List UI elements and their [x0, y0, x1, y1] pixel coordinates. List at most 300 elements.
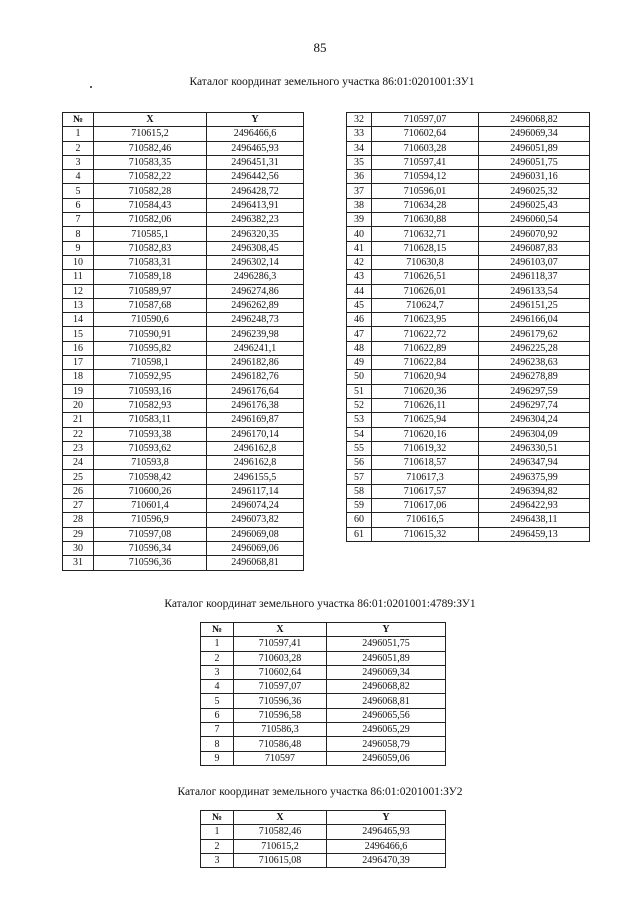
cell-x: 710620,36 [372, 384, 479, 398]
cell-x: 710622,84 [372, 356, 479, 370]
cell-x: 710586,48 [234, 737, 327, 751]
cell-y: 2496073,82 [207, 513, 304, 527]
cell-num: 10 [63, 255, 94, 269]
cell-x: 710589,97 [94, 284, 207, 298]
table-row [347, 284, 590, 298]
cell-num: 55 [347, 441, 372, 455]
header-num: № [63, 113, 94, 127]
cell-y: 2496162,8 [207, 456, 304, 470]
cell-num: 3 [201, 665, 234, 679]
cell-num: 24 [63, 456, 94, 470]
cell-num: 33 [347, 127, 372, 141]
table-row [63, 155, 304, 169]
cell-y: 2496262,89 [207, 298, 304, 312]
cell-num: 16 [63, 341, 94, 355]
cell-x: 710582,22 [94, 170, 207, 184]
cell-num: 38 [347, 198, 372, 212]
cell-y: 2496278,89 [479, 370, 590, 384]
cell-x: 710583,31 [94, 255, 207, 269]
table-row [63, 527, 304, 541]
table-row [347, 499, 590, 513]
cell-num: 58 [347, 484, 372, 498]
cell-y: 2496225,28 [479, 341, 590, 355]
cell-x: 710617,06 [372, 499, 479, 513]
cell-x: 710626,51 [372, 270, 479, 284]
cell-num: 13 [63, 298, 94, 312]
cell-num: 36 [347, 170, 372, 184]
cell-y: 2496118,37 [479, 270, 590, 284]
cell-num: 17 [63, 356, 94, 370]
header-num: № [201, 623, 234, 637]
cell-x: 710626,11 [372, 398, 479, 412]
cell-y: 2496025,43 [479, 198, 590, 212]
cell-x: 710597,41 [234, 637, 327, 651]
table-body [201, 825, 446, 868]
cell-num: 61 [347, 527, 372, 541]
cell-y: 2496241,1 [207, 341, 304, 355]
table-row [201, 853, 446, 867]
cell-y: 2496297,74 [479, 398, 590, 412]
table-row [63, 184, 304, 198]
cell-num: 23 [63, 441, 94, 455]
cell-x: 710585,1 [94, 227, 207, 241]
cell-x: 710626,01 [372, 284, 479, 298]
cell-num: 6 [201, 708, 234, 722]
table-row [201, 651, 446, 665]
cell-num: 43 [347, 270, 372, 284]
cell-y: 2496182,86 [207, 356, 304, 370]
cell-x: 710587,68 [94, 298, 207, 312]
table-row [63, 313, 304, 327]
cell-x: 710596,9 [94, 513, 207, 527]
cell-x: 710620,16 [372, 427, 479, 441]
table-row [347, 327, 590, 341]
header-y: Y [327, 811, 446, 825]
cell-x: 710600,26 [94, 484, 207, 498]
cell-y: 2496394,82 [479, 484, 590, 498]
cell-y: 2496442,56 [207, 170, 304, 184]
cell-num: 41 [347, 241, 372, 255]
cell-x: 710603,28 [234, 651, 327, 665]
cell-num: 2 [63, 141, 94, 155]
cell-y: 2496330,51 [479, 441, 590, 455]
cell-num: 27 [63, 499, 94, 513]
cell-num: 1 [201, 637, 234, 651]
cell-y: 2496068,81 [327, 694, 446, 708]
cell-x: 710586,3 [234, 723, 327, 737]
cell-y: 2496065,56 [327, 708, 446, 722]
cell-y: 2496286,3 [207, 270, 304, 284]
cell-num: 35 [347, 155, 372, 169]
table-row [63, 541, 304, 555]
cell-num: 49 [347, 356, 372, 370]
table-row [63, 284, 304, 298]
table-row [347, 127, 590, 141]
cell-num: 20 [63, 398, 94, 412]
header-y: Y [327, 623, 446, 637]
cell-num: 4 [63, 170, 94, 184]
cell-y: 2496176,38 [207, 398, 304, 412]
cell-y: 2496466,6 [327, 839, 446, 853]
cell-num: 9 [201, 751, 234, 765]
cell-y: 2496068,82 [479, 113, 590, 127]
caption-zu2: Каталог координат земельного участка 86:01:0201001:ЗУ2 [177, 786, 463, 798]
cell-num: 53 [347, 413, 372, 427]
cell-num: 3 [63, 155, 94, 169]
cell-y: 2496428,72 [207, 184, 304, 198]
cell-num: 11 [63, 270, 94, 284]
cell-num: 44 [347, 284, 372, 298]
cell-y: 2496031,16 [479, 170, 590, 184]
cell-num: 45 [347, 298, 372, 312]
table-row [63, 384, 304, 398]
cell-y: 2496347,94 [479, 456, 590, 470]
table-row [347, 356, 590, 370]
table-row [201, 751, 446, 765]
cell-y: 2496074,24 [207, 499, 304, 513]
table-row [63, 127, 304, 141]
page-number: 85 [313, 40, 327, 55]
table-row [347, 170, 590, 184]
cell-num: 1 [63, 127, 94, 141]
table-row [347, 341, 590, 355]
cell-y: 2496179,62 [479, 327, 590, 341]
cell-y: 2496302,14 [207, 255, 304, 269]
cell-x: 710582,46 [234, 825, 327, 839]
caption-4789: Каталог координат земельного участка 86:01:0201001:4789:ЗУ1 [164, 598, 476, 610]
cell-y: 2496274,86 [207, 284, 304, 298]
cell-y: 2496304,24 [479, 413, 590, 427]
cell-num: 8 [201, 737, 234, 751]
cell-y: 2496470,39 [327, 853, 446, 867]
cell-x: 710617,3 [372, 470, 479, 484]
cell-x: 710590,6 [94, 313, 207, 327]
table-row [63, 341, 304, 355]
cell-x: 710602,64 [234, 665, 327, 679]
table-row [347, 398, 590, 412]
cell-num: 26 [63, 484, 94, 498]
table-row [201, 637, 446, 651]
cell-x: 710597,07 [234, 680, 327, 694]
cell-x: 710603,28 [372, 141, 479, 155]
cell-y: 2496465,93 [327, 825, 446, 839]
table-row [347, 370, 590, 384]
cell-x: 710622,89 [372, 341, 479, 355]
cell-y: 2496068,81 [207, 556, 304, 570]
cell-y: 2496375,99 [479, 470, 590, 484]
cell-num: 32 [347, 113, 372, 127]
cell-num: 30 [63, 541, 94, 555]
cell-x: 710582,83 [94, 241, 207, 255]
cell-y: 2496069,08 [207, 527, 304, 541]
cell-x: 710596,01 [372, 184, 479, 198]
table-row [201, 708, 446, 722]
table-body [347, 113, 590, 542]
cell-x: 710624,7 [372, 298, 479, 312]
cell-y: 2496103,07 [479, 255, 590, 269]
cell-num: 21 [63, 413, 94, 427]
cell-x: 710582,06 [94, 213, 207, 227]
table-row [201, 737, 446, 751]
cell-y: 2496051,89 [327, 651, 446, 665]
cell-x: 710628,15 [372, 241, 479, 255]
table-row [347, 456, 590, 470]
cell-num: 22 [63, 427, 94, 441]
cell-y: 2496059,06 [327, 751, 446, 765]
cell-y: 2496155,5 [207, 470, 304, 484]
table-row [63, 241, 304, 255]
cell-x: 710593,62 [94, 441, 207, 455]
header-num: № [201, 811, 234, 825]
cell-x: 710582,28 [94, 184, 207, 198]
cell-y: 2496025,32 [479, 184, 590, 198]
cell-x: 710597,07 [372, 113, 479, 127]
table-row [347, 213, 590, 227]
cell-num: 34 [347, 141, 372, 155]
cell-x: 710593,8 [94, 456, 207, 470]
cell-x: 710582,46 [94, 141, 207, 155]
table-row [63, 456, 304, 470]
table-row [347, 413, 590, 427]
table-body [201, 637, 446, 766]
cell-x: 710602,64 [372, 127, 479, 141]
table-row [201, 723, 446, 737]
cell-y: 2496051,75 [327, 637, 446, 651]
cell-y: 2496239,98 [207, 327, 304, 341]
table-row [63, 470, 304, 484]
cell-y: 2496058,79 [327, 737, 446, 751]
table-row [63, 441, 304, 455]
table-body [63, 127, 304, 570]
table-header-row [201, 811, 446, 825]
cell-num: 19 [63, 384, 94, 398]
cell-y: 2496069,34 [327, 665, 446, 679]
table-row [63, 298, 304, 312]
cell-y: 2496182,76 [207, 370, 304, 384]
cell-x: 710584,43 [94, 198, 207, 212]
cell-y: 2496413,91 [207, 198, 304, 212]
cell-x: 710590,91 [94, 327, 207, 341]
cell-y: 2496308,45 [207, 241, 304, 255]
table-row [347, 527, 590, 541]
cell-x: 710632,71 [372, 227, 479, 241]
cell-y: 2496459,13 [479, 527, 590, 541]
cell-x: 710595,82 [94, 341, 207, 355]
cell-y: 2496320,35 [207, 227, 304, 241]
cell-x: 710589,18 [94, 270, 207, 284]
table-row [347, 470, 590, 484]
table-row [63, 227, 304, 241]
cell-x: 710596,34 [94, 541, 207, 555]
table-row [201, 825, 446, 839]
header-x: X [234, 811, 327, 825]
cell-num: 51 [347, 384, 372, 398]
cell-y: 2496117,14 [207, 484, 304, 498]
cell-num: 7 [201, 723, 234, 737]
cell-y: 2496438,11 [479, 513, 590, 527]
table-row [347, 241, 590, 255]
table-row [347, 441, 590, 455]
table-row [63, 327, 304, 341]
table-row [347, 141, 590, 155]
cell-x: 710593,16 [94, 384, 207, 398]
table-row [201, 665, 446, 679]
cell-x: 710617,57 [372, 484, 479, 498]
table-row [347, 255, 590, 269]
table-row [63, 370, 304, 384]
table-row [347, 384, 590, 398]
table-row [63, 513, 304, 527]
cell-num: 48 [347, 341, 372, 355]
cell-num: 59 [347, 499, 372, 513]
cell-num: 40 [347, 227, 372, 241]
table-row [63, 413, 304, 427]
cell-x: 710583,35 [94, 155, 207, 169]
cell-num: 37 [347, 184, 372, 198]
table-row [63, 141, 304, 155]
cell-y: 2496068,82 [327, 680, 446, 694]
cell-num: 31 [63, 556, 94, 570]
table-row [63, 556, 304, 570]
table-row [347, 427, 590, 441]
table-header-row [63, 113, 304, 127]
cell-x: 710615,2 [94, 127, 207, 141]
cell-num: 9 [63, 241, 94, 255]
cell-x: 710619,32 [372, 441, 479, 455]
cell-y: 2496087,83 [479, 241, 590, 255]
cell-num: 42 [347, 255, 372, 269]
cell-x: 710630,8 [372, 255, 479, 269]
cell-num: 57 [347, 470, 372, 484]
cell-num: 50 [347, 370, 372, 384]
cell-y: 2496304,09 [479, 427, 590, 441]
cell-y: 2496060,54 [479, 213, 590, 227]
caption-zu1: Каталог координат земельного участка 86:01:0201001:ЗУ1 [189, 76, 475, 88]
cell-num: 14 [63, 313, 94, 327]
table-row [63, 398, 304, 412]
cell-x: 710596,36 [94, 556, 207, 570]
cell-num: 5 [201, 694, 234, 708]
cell-y: 2496465,93 [207, 141, 304, 155]
cell-x: 710583,11 [94, 413, 207, 427]
coords-table-zu2 [200, 810, 446, 868]
cell-y: 2496162,8 [207, 441, 304, 455]
cell-y: 2496466,6 [207, 127, 304, 141]
cell-y: 2496238,63 [479, 356, 590, 370]
cell-num: 6 [63, 198, 94, 212]
cell-y: 2496170,14 [207, 427, 304, 441]
table-row [63, 484, 304, 498]
cell-num: 39 [347, 213, 372, 227]
table-row [347, 227, 590, 241]
cell-x: 710615,08 [234, 853, 327, 867]
cell-num: 52 [347, 398, 372, 412]
cell-y: 2496451,31 [207, 155, 304, 169]
cell-y: 2496297,59 [479, 384, 590, 398]
table-row [347, 198, 590, 212]
cell-num: 8 [63, 227, 94, 241]
cell-num: 56 [347, 456, 372, 470]
cell-num: 5 [63, 184, 94, 198]
table-row [347, 484, 590, 498]
cell-x: 710616,5 [372, 513, 479, 527]
cell-x: 710623,95 [372, 313, 479, 327]
cell-x: 710598,1 [94, 356, 207, 370]
cell-y: 2496151,25 [479, 298, 590, 312]
table-row [63, 255, 304, 269]
table-row [63, 213, 304, 227]
table-row [201, 694, 446, 708]
table-row [347, 313, 590, 327]
cell-x: 710593,38 [94, 427, 207, 441]
cell-y: 2496065,29 [327, 723, 446, 737]
table-row [63, 356, 304, 370]
cell-num: 54 [347, 427, 372, 441]
cell-y: 2496133,54 [479, 284, 590, 298]
table-row [63, 170, 304, 184]
cell-num: 12 [63, 284, 94, 298]
cell-num: 29 [63, 527, 94, 541]
cell-num: 60 [347, 513, 372, 527]
cell-y: 2496166,04 [479, 313, 590, 327]
cell-x: 710615,32 [372, 527, 479, 541]
cell-y: 2496248,73 [207, 313, 304, 327]
table-row [63, 427, 304, 441]
cell-x: 710582,93 [94, 398, 207, 412]
coords-table-zu1-left [62, 112, 304, 571]
cell-x: 710597,41 [372, 155, 479, 169]
table-row [347, 155, 590, 169]
cell-x: 710597,08 [94, 527, 207, 541]
cell-x: 710592,95 [94, 370, 207, 384]
cell-y: 2496051,75 [479, 155, 590, 169]
table-row [347, 513, 590, 527]
cell-num: 25 [63, 470, 94, 484]
cell-x: 710596,58 [234, 708, 327, 722]
cell-y: 2496169,87 [207, 413, 304, 427]
header-y: Y [207, 113, 304, 127]
cell-y: 2496069,06 [207, 541, 304, 555]
table-row [201, 839, 446, 853]
table-row [347, 270, 590, 284]
cell-y: 2496382,23 [207, 213, 304, 227]
header-x: X [234, 623, 327, 637]
coords-table-zu1-right [346, 112, 590, 542]
table-row [347, 298, 590, 312]
cell-num: 18 [63, 370, 94, 384]
table-header-row [201, 623, 446, 637]
cell-x: 710598,42 [94, 470, 207, 484]
cell-y: 2496070,92 [479, 227, 590, 241]
cell-num: 1 [201, 825, 234, 839]
table-row [63, 198, 304, 212]
cell-num: 7 [63, 213, 94, 227]
cell-num: 15 [63, 327, 94, 341]
cell-x: 710596,36 [234, 694, 327, 708]
cell-x: 710634,28 [372, 198, 479, 212]
cell-num: 28 [63, 513, 94, 527]
table-row [347, 184, 590, 198]
header-x: X [94, 113, 207, 127]
cell-num: 47 [347, 327, 372, 341]
cell-x: 710630,88 [372, 213, 479, 227]
cell-y: 2496069,34 [479, 127, 590, 141]
table-row [63, 270, 304, 284]
cell-x: 710594,12 [372, 170, 479, 184]
cell-x: 710625,94 [372, 413, 479, 427]
cell-num: 46 [347, 313, 372, 327]
table-row [201, 680, 446, 694]
